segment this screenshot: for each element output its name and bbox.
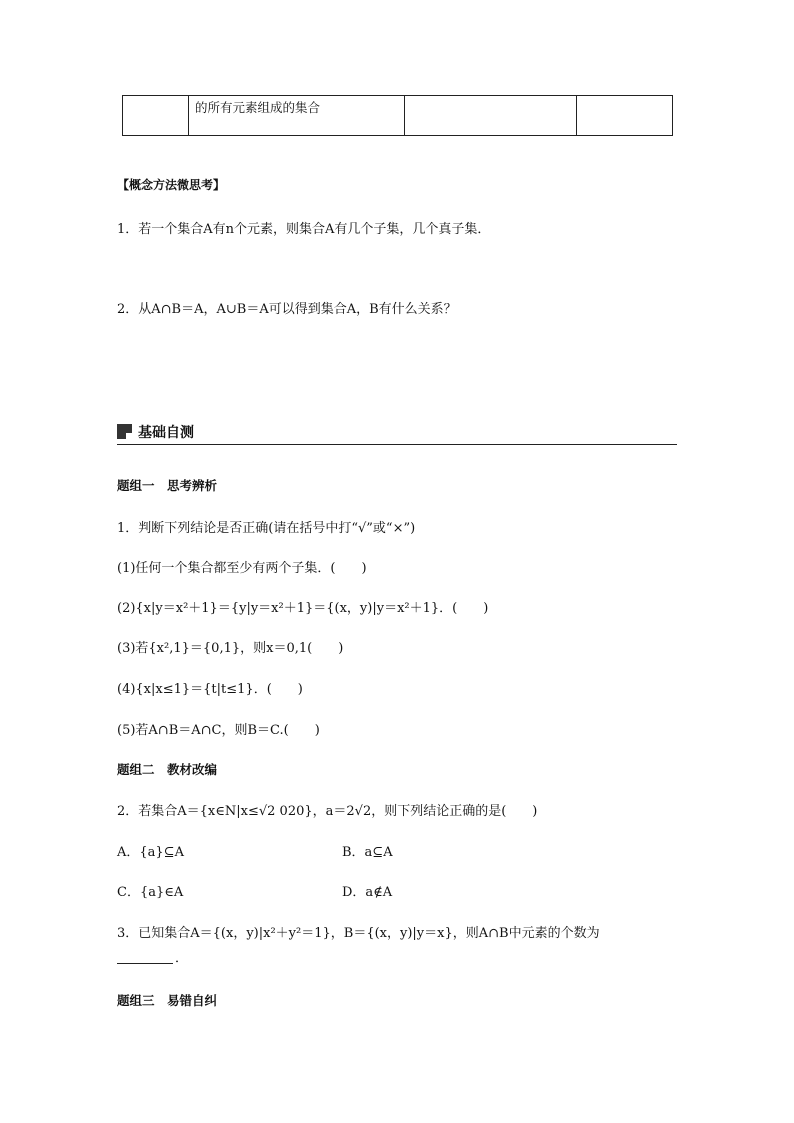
option-d: D．a∉A <box>342 885 393 900</box>
option-a: A．{a}⊆A <box>117 845 184 860</box>
option-c: C．{a}∈A <box>117 885 184 900</box>
judge-item: (2){x|y＝x²＋1}＝{y|y＝x²＋1}＝{(x，y)|y＝x²＋1}．( ) <box>117 601 489 616</box>
concept-header: 【概念方法微思考】 <box>117 178 226 192</box>
question-3-end: ． <box>175 951 189 966</box>
judge-item: (4){x|x≤1}＝{t|t≤1}．( ) <box>117 682 303 697</box>
group1-question-1: 1．判断下列结论是否正确(请在括号中打“√”或“×”) <box>117 521 416 536</box>
section-header <box>117 422 677 445</box>
group1-title: 题组一 思考辨析 <box>117 478 218 493</box>
section-title: 基础自测 <box>138 425 194 441</box>
concept-question-2: 2．从A∩B＝A，A∪B＝A可以得到集合A，B有什么关系？ <box>117 302 457 317</box>
option-b: B．a⊆A <box>342 845 393 860</box>
group2-question-2: 2．若集合A＝{x∈N|x≤√2 020}，a＝2√2，则下列结论正确的是( ) <box>117 804 538 819</box>
table-cell <box>577 96 673 136</box>
table-cell <box>123 96 189 136</box>
group2-title: 题组二 教材改编 <box>117 762 218 777</box>
judge-item: (3)若{x²,1}＝{0,1}，则x＝0,1( ) <box>117 641 344 656</box>
group3-title: 题组三 易错自纠 <box>117 993 218 1008</box>
answer-blank <box>117 963 173 964</box>
table-fragment <box>122 95 673 136</box>
judge-item: (5)若A∩B＝A∩C，则B＝C.( ) <box>117 723 320 738</box>
table-cell: 的所有元素组成的集合 <box>189 96 405 136</box>
concept-question-1: 1．若一个集合A有n个元素，则集合A有几个子集，几个真子集． <box>117 222 491 237</box>
group2-question-3: 3．已知集合A＝{(x，y)|x²＋y²＝1}，B＝{(x，y)|y＝x}，则A∩B中元素的个数为 <box>117 926 600 941</box>
section-square-icon <box>117 424 132 439</box>
table-cell <box>405 96 577 136</box>
judge-item: (1)任何一个集合都至少有两个子集．( ) <box>117 561 367 576</box>
